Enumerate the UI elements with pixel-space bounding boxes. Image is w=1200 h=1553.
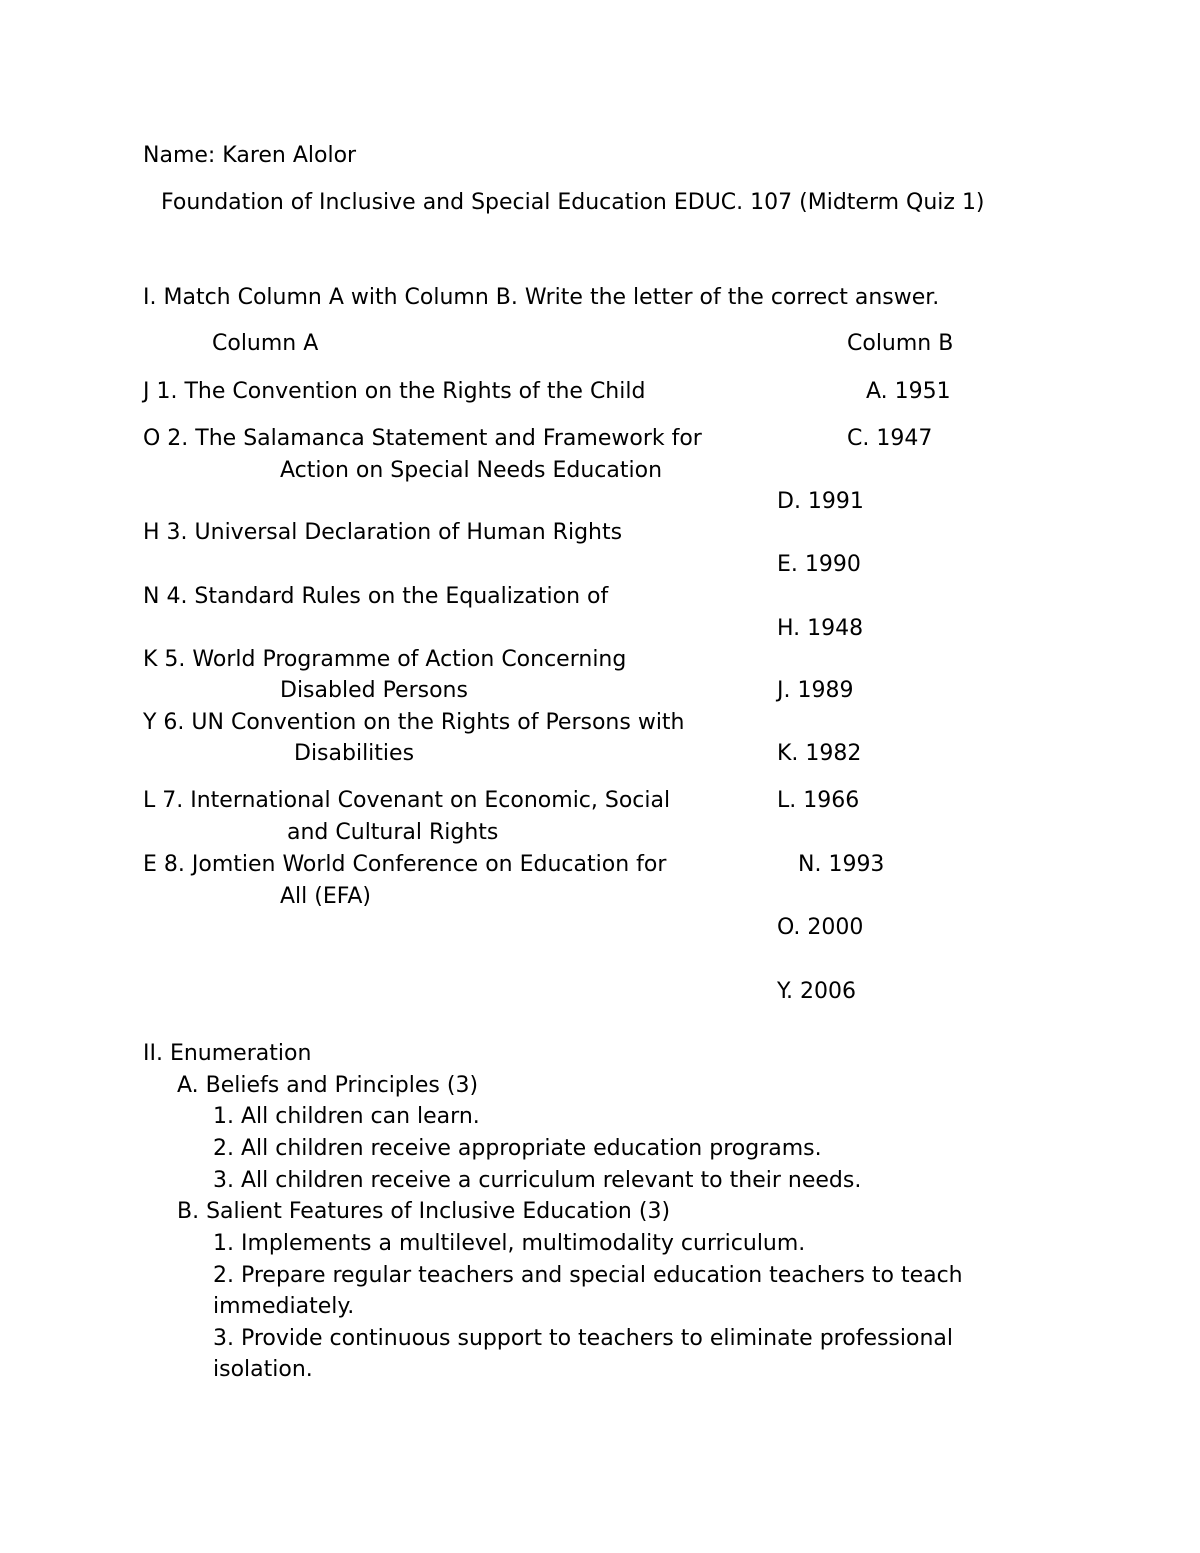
column-b-item: O. 2000 [777,915,864,940]
column-b-item: K. 1982 [777,741,862,766]
part2-heading: II. Enumeration [143,1041,312,1066]
section-b-item: 2. Prepare regular teachers and special education teachers to teach [213,1263,963,1288]
column-a-item: J 1. The Convention on the Rights of the Child [143,379,646,404]
column-b-header: Column B [847,331,954,356]
column-a-item: L 7. International Covenant on Economic, Social [143,788,671,813]
column-a-item: Y 6. UN Convention on the Rights of Persons with [143,710,685,735]
column-a-item: E 8. Jomtien World Conference on Education for [143,852,667,877]
section-b-item: 1. Implements a multilevel, multimodality curriculum. [213,1231,806,1256]
column-b-item: C. 1947 [847,426,933,451]
section-a-item: 2. All children receive appropriate education programs. [213,1136,822,1161]
section-a-title: A. Beliefs and Principles (3) [177,1073,479,1098]
column-b-item: N. 1993 [798,852,885,877]
column-a-item: O 2. The Salamanca Statement and Framework for [143,426,702,451]
section-b-item-continuation: isolation. [213,1357,313,1382]
quiz-title: Foundation of Inclusive and Special Education EDUC. 107 (Midterm Quiz 1) [161,190,985,215]
column-b-item: A. 1951 [866,379,951,404]
column-a-item-continuation: Action on Special Needs Education [280,458,663,483]
column-a-item-continuation: Disabilities [294,741,415,766]
column-b-item: Y. 2006 [777,979,856,1004]
column-b-item: H. 1948 [777,616,864,641]
column-a-item: H 3. Universal Declaration of Human Rights [143,520,623,545]
part1-instruction: I. Match Column A with Column B. Write the letter of the correct answer. [143,285,940,310]
section-b-item-continuation: immediately. [213,1294,355,1319]
student-name: Name: Karen Alolor [143,143,357,168]
column-b-item: D. 1991 [777,489,864,514]
column-a-item: N 4. Standard Rules on the Equalization of [143,584,609,609]
section-b-title: B. Salient Features of Inclusive Education (3) [177,1199,671,1224]
column-a-item-continuation: and Cultural Rights [287,820,499,845]
column-b-item: E. 1990 [777,552,861,577]
column-a-header: Column A [212,331,319,356]
column-a-item: K 5. World Programme of Action Concerning [143,647,627,672]
column-b-item: J. 1989 [777,678,854,703]
section-a-item: 1. All children can learn. [213,1104,480,1129]
section-a-item: 3. All children receive a curriculum relevant to their needs. [213,1168,862,1193]
column-a-item-continuation: Disabled Persons [280,678,468,703]
column-b-item: L. 1966 [777,788,860,813]
column-a-item-continuation: All (EFA) [280,884,372,909]
section-b-item: 3. Provide continuous support to teachers to eliminate professional [213,1326,954,1351]
